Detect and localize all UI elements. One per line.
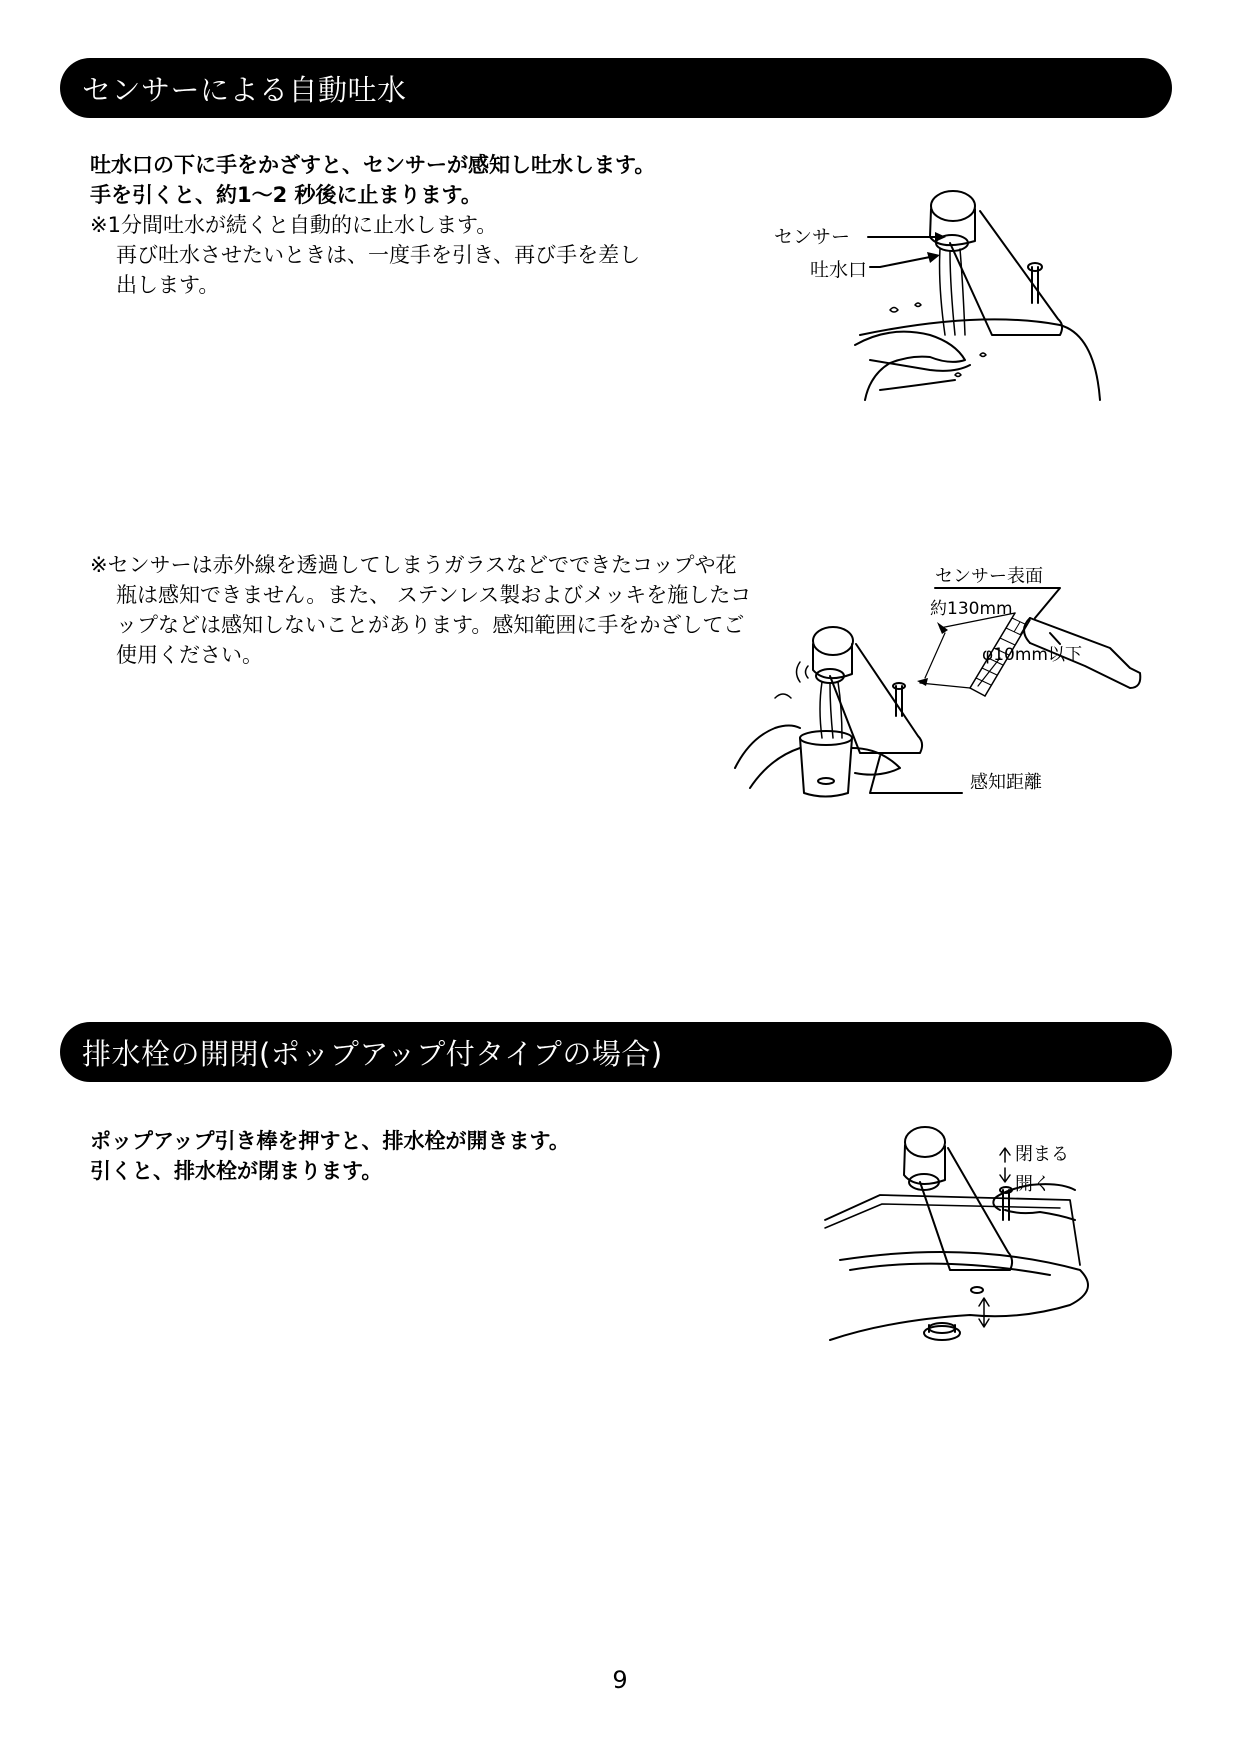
sensor-range-illustration [730, 566, 1150, 808]
section-title: センサーによる自動吐水 [82, 72, 407, 107]
instruction-line-2: 手を引くと、約1～2 秒後に止まります。 [90, 183, 482, 207]
note-line-2: 再び吐水させたいときは、一度手を引き、再び手を差し [116, 243, 641, 267]
instruction-line-2: 引くと、排水栓が閉まります。 [90, 1159, 383, 1183]
popup-drain-illustration [820, 1120, 1120, 1370]
diameter-label: φ10mm以下 [982, 645, 1082, 665]
sensor-label: センサー [774, 226, 851, 248]
popup-drain-instructions [90, 1126, 570, 1186]
instruction-line-1: ポップアップ引き棒を押すと、排水栓が開きます。 [90, 1129, 570, 1153]
section-header-auto-spout [60, 58, 1172, 118]
sensor-caution: ※センサーは赤外線を透過してしまうガラスなどでできたコップや花瓶は感知できません。また、 ステンレス製およびメッキを施したコップなどは感知しないことがあります。感知範囲に手をかざしてご使用ください。 [90, 553, 752, 667]
spout-label: 吐水口 [810, 259, 868, 281]
instruction-line-1: 吐水口の下に手をかざすと、センサーが感知し吐水します。 [90, 153, 656, 177]
range-label: 感知距離 [970, 772, 1042, 793]
note-line-1: ※1分間吐水が続くと自動的に止水します。 [90, 213, 498, 237]
section-header-popup-drain [60, 1022, 1172, 1082]
faucet-head-icon [931, 191, 975, 221]
sensor-surface-label: センサー表面 [935, 566, 1043, 587]
note-line-3: 出します。 [116, 273, 220, 297]
faucet-sensor-illustration [774, 185, 1110, 415]
open-label: 開く [1015, 1174, 1051, 1195]
section-title: 排水栓の開閉(ポップアップ付タイプの場合) [82, 1036, 663, 1071]
page-number: 9 [612, 1666, 628, 1694]
close-label: 閉まる [1015, 1144, 1069, 1165]
auto-spout-instructions [90, 150, 655, 300]
distance-label: 約130mm [930, 599, 1013, 619]
